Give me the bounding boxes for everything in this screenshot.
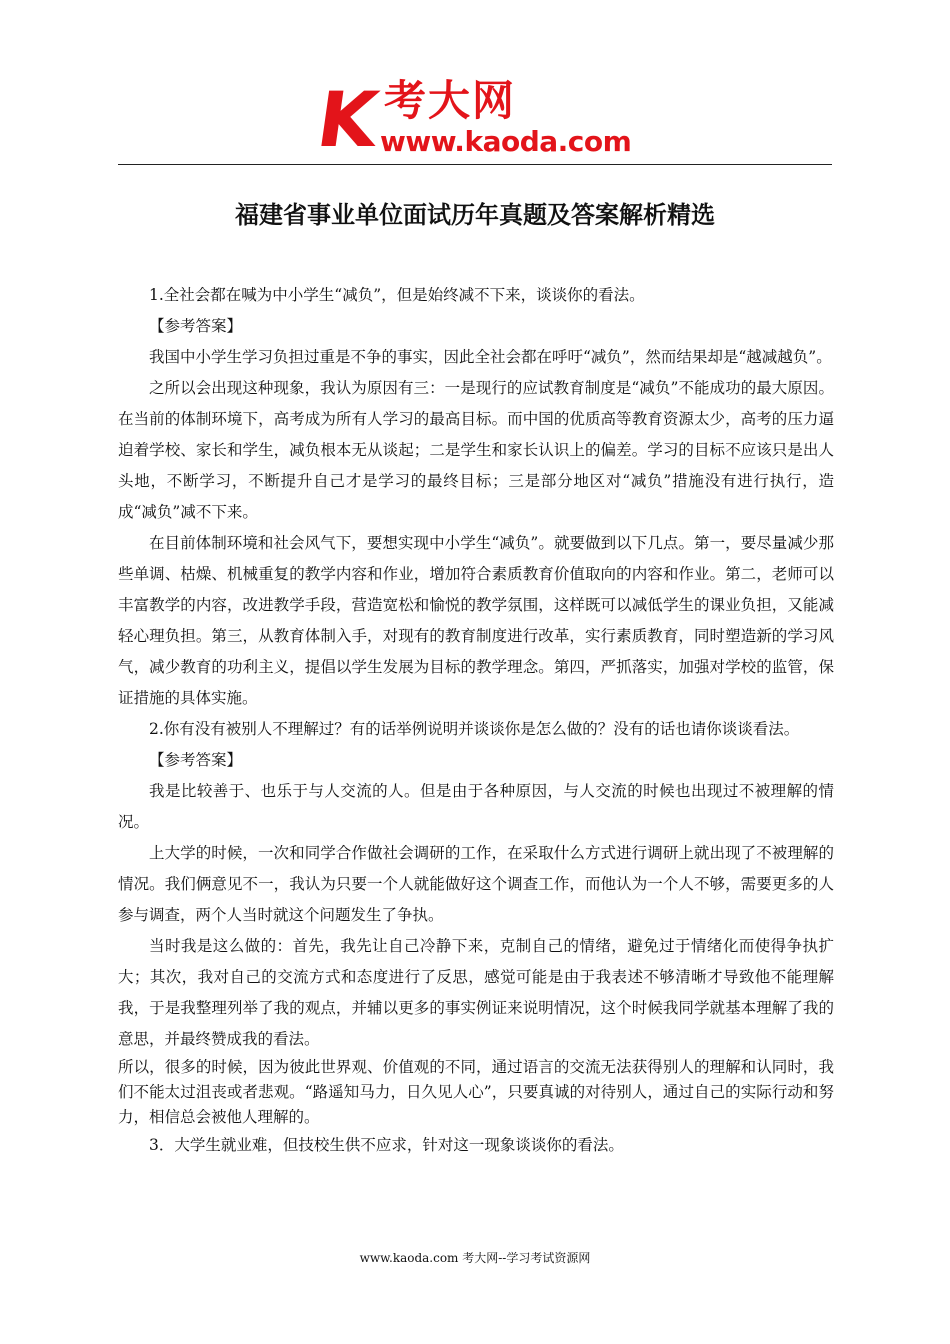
logo-url: www.kaoda.com xyxy=(380,125,632,158)
document-body xyxy=(118,280,834,1161)
answer-2-paragraph-1: 我是比较善于、也乐于与人交流的人。但是由于各种原因，与人交流的时候也出现过不被理解的情况。 xyxy=(118,782,834,831)
question-3: 3．大学生就业难，但技校生供不应求，针对这一现象谈谈你的看法。 xyxy=(149,1136,624,1154)
document-title: 福建省事业单位面试历年真题及答案解析精选 xyxy=(235,200,715,229)
answer-heading-1: 【参考答案】 xyxy=(149,317,243,335)
page-footer: www.kaoda.com 考大网--学习考试资源网 xyxy=(359,1251,591,1265)
header-divider xyxy=(118,164,832,165)
logo-brand-name: 考大网 xyxy=(384,76,517,125)
kaoda-logo xyxy=(311,75,640,164)
answer-1-paragraph-1: 我国中小学生学习负担过重是不争的事实，因此全社会都在呼吁“减负”，然而结果却是“越减越负”。 xyxy=(149,348,832,366)
answer-1-paragraph-2: 之所以会出现这种现象，我认为原因有三：一是现行的应试教育制度是“减负”不能成功的最大原因。在当前的体制环境下，高考成为所有人学习的最高目标。而中国的优质高等教育资源太少，高考的压力逼迫着学校、家长和学生，减负根本无从谈起；二是学生和家长认识上的偏差。学习的目标不应该只是出人头地，不断学习，不断提升自己才是学习的最终目标；三是部分地区对“减负”措施没有进行执行，造成“减负”减不下来。 xyxy=(118,379,834,521)
logo-k-mark: K xyxy=(311,75,384,164)
answer-2-paragraph-2: 上大学的时候，一次和同学合作做社会调研的工作，在采取什么方式进行调研上就出现了不被理解的情况。我们俩意见不一，我认为只要一个人就能做好这个调查工作，而他认为一个人不够，需要更多的人参与调查，两个人当时就这个问题发生了争执。 xyxy=(118,844,834,924)
question-1: 1.全社会都在喊为中小学生“减负”，但是始终减不下来，谈谈你的看法。 xyxy=(149,286,645,304)
question-2: 2.你有没有被别人不理解过？有的话举例说明并谈谈你是怎么做的？没有的话也请你谈谈看法。 xyxy=(149,720,800,738)
answer-2-paragraph-3: 当时我是这么做的：首先，我先让自己冷静下来，克制自己的情绪，避免过于情绪化而使得争执扩大；其次，我对自己的交流方式和态度进行了反思，感觉可能是由于我表述不够清晰才导致他不能理解我，于是我整理列举了我的观点，并辅以更多的事实例证来说明情况，这个时候我同学就基本理解了我的意思，并最终赞成我的看法。 xyxy=(118,937,834,1048)
answer-heading-2: 【参考答案】 xyxy=(149,751,243,769)
answer-1-paragraph-3: 在目前体制环境和社会风气下，要想实现中小学生“减负”。就要做到以下几点。第一，要尽量减少那些单调、枯燥、机械重复的教学内容和作业，增加符合素质教育价值取向的内容和作业。第二，老师可以丰富教学的内容，改进教学手段，营造宽松和愉悦的教学氛围，这样既可以减低学生的课业负担，又能减轻心理负担。第三，从教育体制入手，对现有的教育制度进行改革，实行素质教育，同时塑造新的学习风气，减少教育的功利主义，提倡以学生发展为目标的教学理念。第四，严抓落实，加强对学校的监管，保证措施的具体实施。 xyxy=(118,534,834,707)
answer-2-paragraph-4: 所以，很多的时候，因为彼此世界观、价值观的不同，通过语言的交流无法获得别人的理解和认同时，我们不能太过沮丧或者悲观。“路遥知马力，日久见人心”，只要真诚的对待别人，通过自己的实际行动和努力，相信总会被他人理解的。 xyxy=(118,1058,834,1126)
